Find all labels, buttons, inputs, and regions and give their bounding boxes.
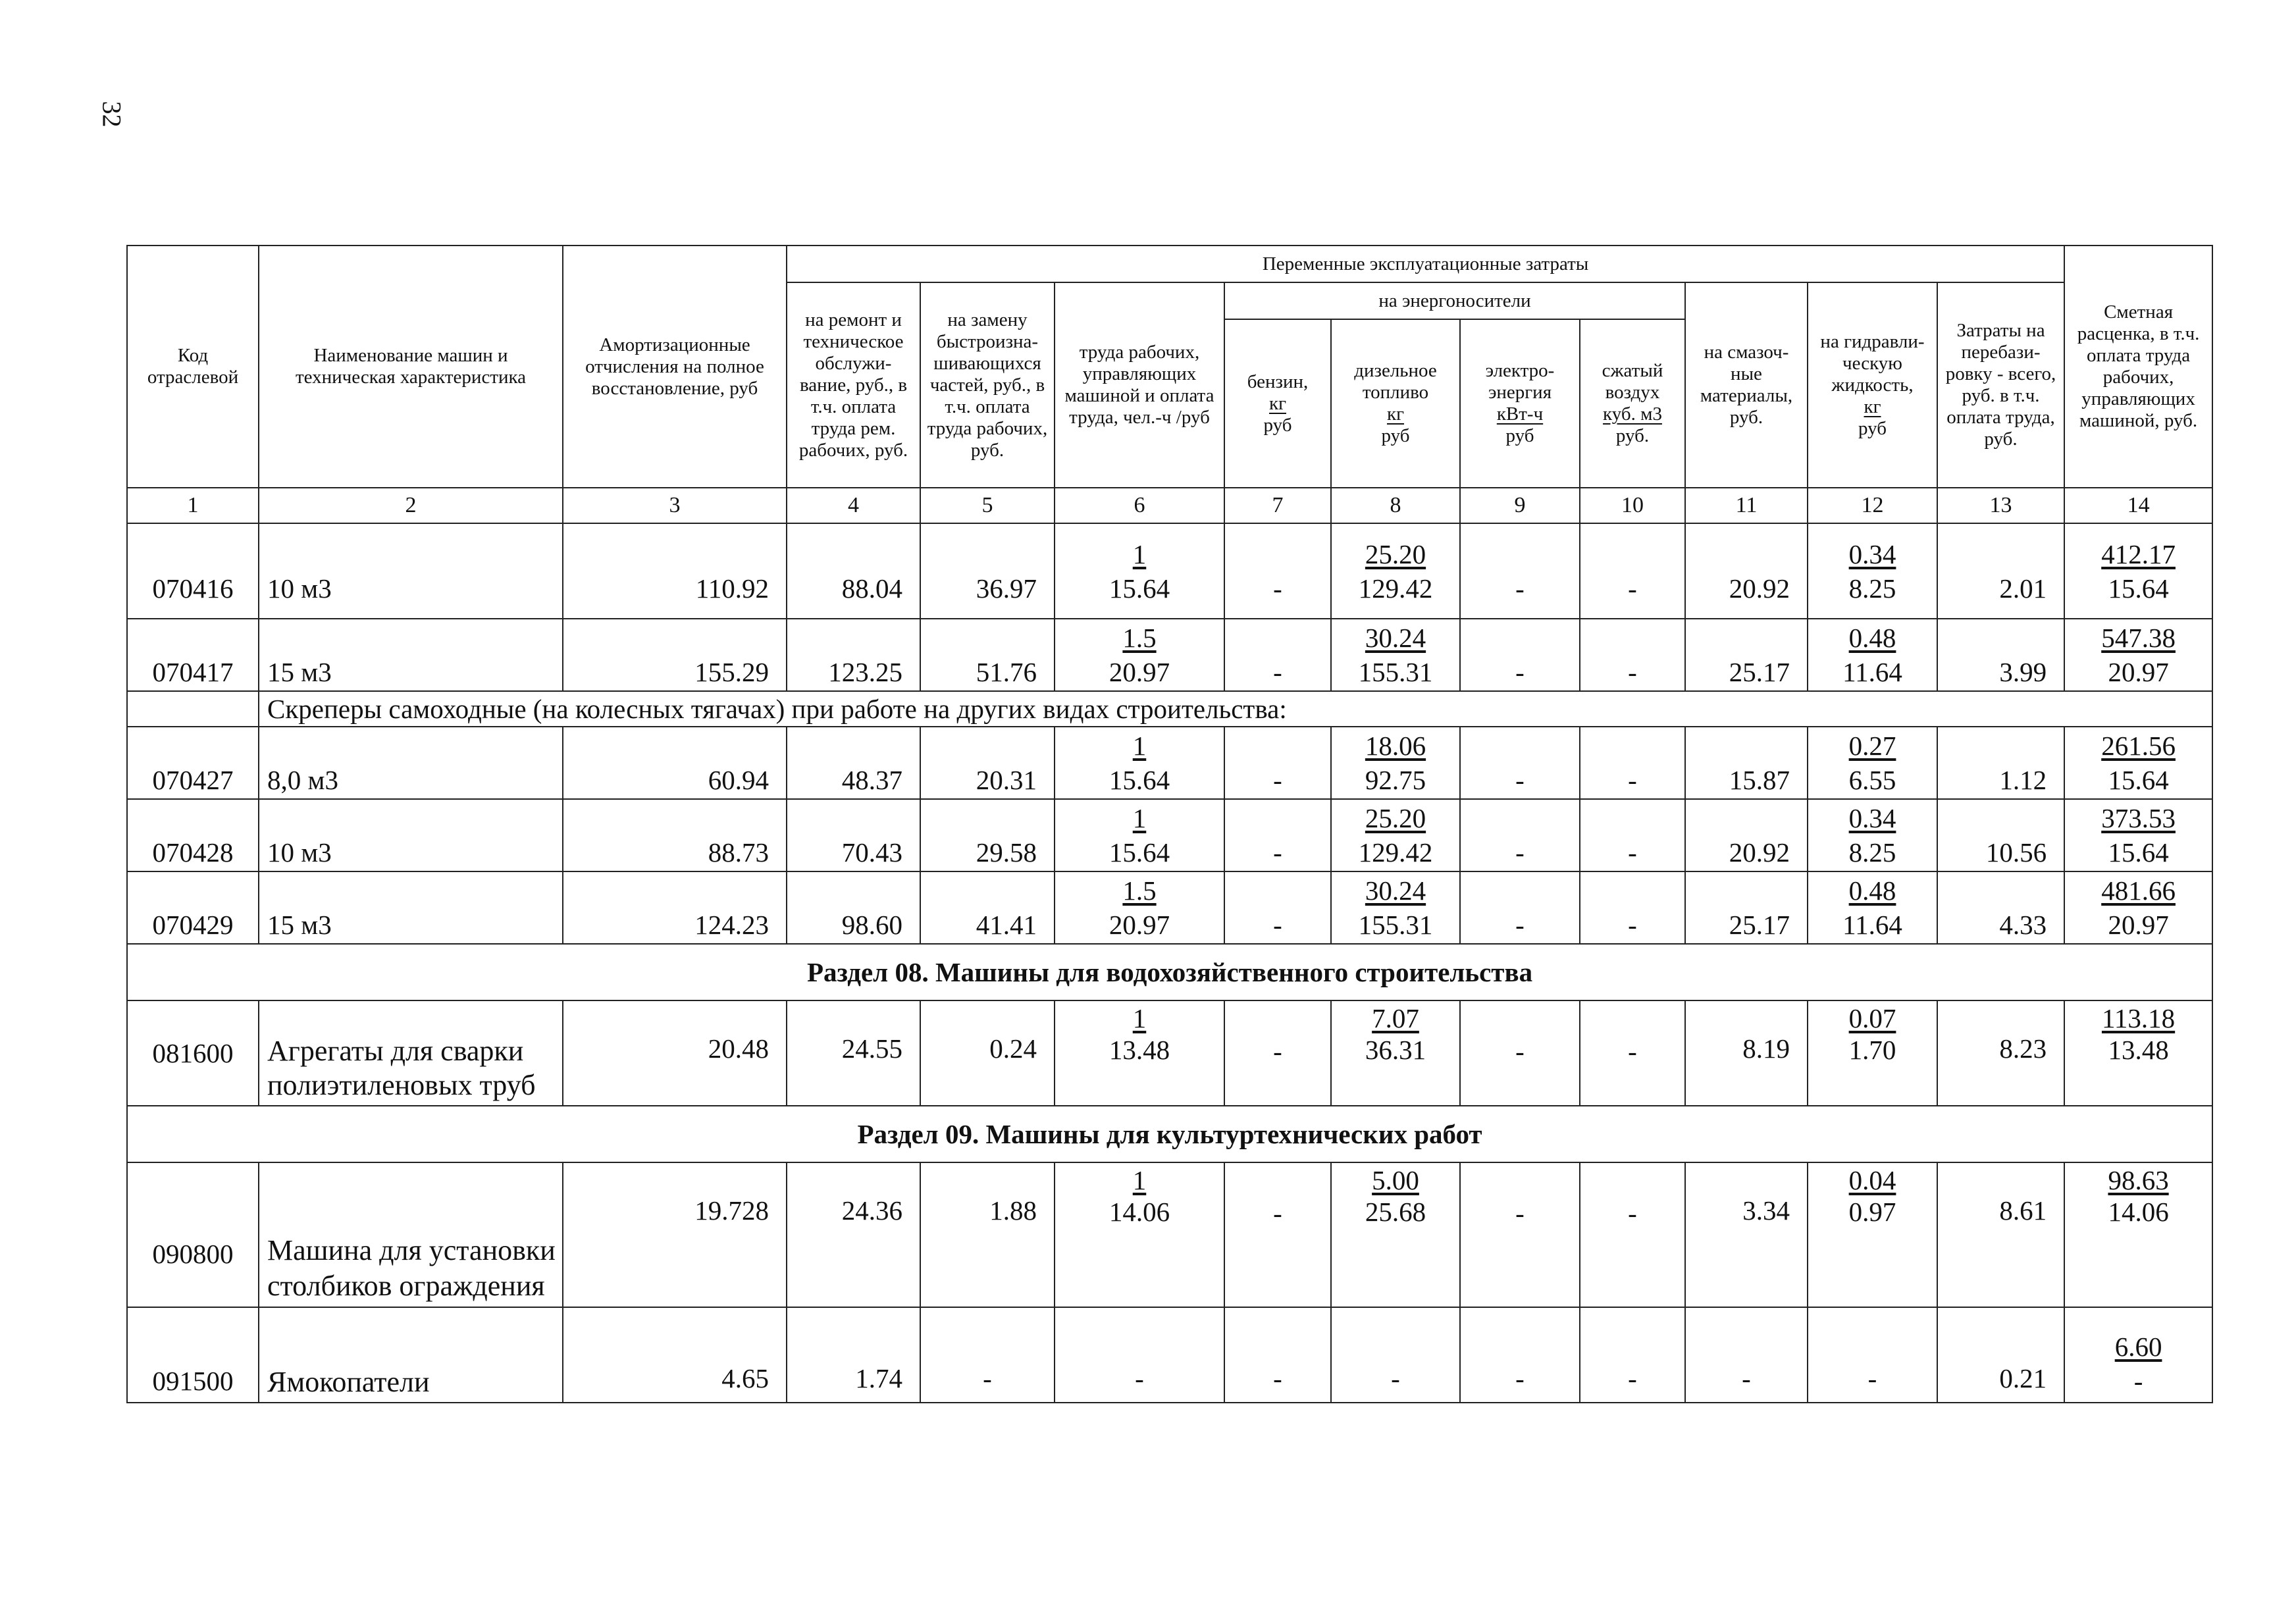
row-diesel-top: 5.00 (1372, 1165, 1419, 1195)
row-name: 15 м3 (259, 871, 563, 944)
table-row (127, 523, 2212, 619)
row-petrol: - (1224, 523, 1331, 619)
header-name: Наименование машин и техническая характеристика (259, 246, 563, 488)
row-air: - (1580, 1000, 1685, 1106)
header-rate: Сметная расценка, в т.ч. оплата труда рабочих, управляющих машиной, руб. (2064, 246, 2212, 488)
row-labor (1055, 1000, 1224, 1106)
row-rate (2064, 1000, 2212, 1106)
col-num: 14 (2064, 488, 2212, 523)
row-amort: 155.29 (563, 619, 787, 691)
col-num: 13 (1937, 488, 2064, 523)
table-row (127, 871, 2212, 944)
row-diesel-top: 30.24 (1365, 875, 1426, 906)
row-amort: 88.73 (563, 799, 787, 871)
row-diesel-top: 7.07 (1372, 1003, 1419, 1033)
row-lube: 8.19 (1685, 1000, 1808, 1106)
row-replace: 1.88 (920, 1162, 1055, 1307)
row-relocation: 10.56 (1937, 799, 2064, 871)
col-num: 10 (1580, 488, 1685, 523)
row-lube: 25.17 (1685, 871, 1808, 944)
row-diesel-top: 25.20 (1365, 538, 1426, 569)
row-hydro-value: 11.64 (1842, 657, 1902, 687)
row-petrol: - (1224, 799, 1331, 871)
header-electric (1460, 319, 1580, 488)
row-amort: 4.65 (563, 1307, 787, 1403)
row-code: 081600 (127, 1000, 259, 1106)
row-rate-value: 15.64 (2108, 765, 2169, 795)
row-name: 15 м3 (259, 619, 563, 691)
row-hydro-value: 8.25 (1848, 573, 1896, 604)
row-rate (2064, 619, 2212, 691)
row-labor-value: 14.06 (1109, 1197, 1170, 1227)
row-hydro-top: 0.27 (1848, 731, 1896, 761)
machine-cost-table (126, 245, 2213, 1403)
row-diesel (1331, 1000, 1460, 1106)
row-labor-top: 1.5 (1122, 875, 1157, 906)
row-name: 10 м3 (259, 799, 563, 871)
row-labor-top: 1 (1132, 538, 1147, 569)
header-electric-rub: руб (1505, 425, 1534, 446)
table-row (127, 799, 2212, 871)
row-relocation: 8.23 (1937, 1000, 2064, 1106)
row-repair: 98.60 (787, 871, 920, 944)
row-replace: - (920, 1307, 1055, 1403)
header-hydro-unit: кг (1864, 396, 1881, 417)
row-electric: - (1460, 871, 1580, 944)
row-labor-top: 1.5 (1122, 623, 1157, 653)
row-amort: 20.48 (563, 1000, 787, 1106)
row-labor (1055, 619, 1224, 691)
row-amort: 19.728 (563, 1162, 787, 1307)
row-hydro (1808, 871, 1937, 944)
col-num: 11 (1685, 488, 1808, 523)
row-labor (1055, 727, 1224, 799)
row-lube: 3.34 (1685, 1162, 1808, 1307)
row-rate-value: 15.64 (2108, 837, 2169, 868)
row-repair: 48.37 (787, 727, 920, 799)
row-rate (2064, 1162, 2212, 1307)
header-air (1580, 319, 1685, 488)
row-rate-top: 113.18 (2101, 1003, 2176, 1033)
row-code: 091500 (127, 1307, 259, 1403)
row-labor: - (1055, 1307, 1224, 1403)
header-diesel-rub: руб (1381, 425, 1410, 446)
row-diesel: - (1331, 1307, 1460, 1403)
row-name: Агрегаты для сварки полиэтиленовых труб (259, 1000, 563, 1106)
row-hydro-top: 0.07 (1848, 1003, 1896, 1033)
row-rate (2064, 727, 2212, 799)
row-diesel (1331, 871, 1460, 944)
row-relocation: 1.12 (1937, 727, 2064, 799)
row-petrol: - (1224, 871, 1331, 944)
row-rate-value: 13.48 (2108, 1035, 2169, 1065)
row-petrol: - (1224, 1162, 1331, 1307)
section-08-title: Раздел 08. Машины для водохозяйственного строительства (127, 944, 2212, 1000)
row-labor-value: 15.64 (1109, 837, 1170, 868)
row-labor-top: 1 (1132, 1165, 1147, 1195)
row-rate (2064, 799, 2212, 871)
row-air: - (1580, 1307, 1685, 1403)
header-amort: Амортизационные отчисления на полное восстановление, руб (563, 246, 787, 488)
subheading-row (127, 691, 2212, 727)
row-air: - (1580, 1162, 1685, 1307)
row-name: 10 м3 (259, 523, 563, 619)
row-rate-value: 15.64 (2108, 573, 2169, 604)
row-diesel (1331, 1162, 1460, 1307)
row-diesel-value: 36.31 (1365, 1035, 1426, 1065)
row-hydro-value: 1.70 (1848, 1035, 1896, 1065)
row-air: - (1580, 727, 1685, 799)
row-diesel (1331, 619, 1460, 691)
col-num: 4 (787, 488, 920, 523)
row-rate-value: 14.06 (2108, 1197, 2169, 1227)
header-electric-label: электро- энергия (1485, 360, 1555, 403)
row-code: 070416 (127, 523, 259, 619)
row-electric: - (1460, 619, 1580, 691)
row-rate-top: 373.53 (2101, 803, 2176, 833)
row-labor-top: 1 (1132, 803, 1147, 833)
row-code: 070428 (127, 799, 259, 871)
row-air: - (1580, 871, 1685, 944)
row-labor-value: 13.48 (1109, 1035, 1170, 1065)
row-hydro (1808, 727, 1937, 799)
header-air-label: сжатый воздух (1602, 360, 1663, 403)
row-hydro-top: 0.34 (1848, 803, 1896, 833)
row-lube: 20.92 (1685, 799, 1808, 871)
table-row (127, 1162, 2212, 1307)
row-hydro (1808, 1162, 1937, 1307)
row-name: Машина для установки столбиков ограждения (259, 1162, 563, 1307)
header-air-rub: руб. (1615, 425, 1650, 446)
row-amort: 60.94 (563, 727, 787, 799)
row-replace: 51.76 (920, 619, 1055, 691)
col-num: 9 (1460, 488, 1580, 523)
row-code: 070429 (127, 871, 259, 944)
row-rate (2064, 871, 2212, 944)
row-petrol: - (1224, 619, 1331, 691)
row-lube: 25.17 (1685, 619, 1808, 691)
row-rate-top: 261.56 (2101, 731, 2176, 761)
row-relocation: 4.33 (1937, 871, 2064, 944)
row-electric: - (1460, 523, 1580, 619)
row-electric: - (1460, 1162, 1580, 1307)
row-diesel-value: 129.42 (1358, 573, 1433, 604)
page-number: 32 (97, 101, 127, 128)
row-petrol: - (1224, 1000, 1331, 1106)
row-hydro (1808, 1000, 1937, 1106)
row-repair: 24.55 (787, 1000, 920, 1106)
row-name: 8,0 м3 (259, 727, 563, 799)
row-hydro-top: 0.48 (1848, 875, 1896, 906)
header-petrol-unit: кг (1269, 392, 1286, 414)
row-labor-value: 15.64 (1109, 573, 1170, 604)
header-air-unit: куб. м3 (1603, 403, 1662, 425)
row-rate-value: 20.97 (2108, 657, 2169, 687)
row-diesel (1331, 523, 1460, 619)
row-labor-top: 1 (1132, 731, 1147, 761)
row-diesel-value: 129.42 (1358, 837, 1433, 868)
row-hydro (1808, 619, 1937, 691)
row-repair: 123.25 (787, 619, 920, 691)
row-hydro-value: 11.64 (1842, 910, 1902, 940)
row-labor-value: 20.97 (1109, 657, 1170, 687)
row-code: 070417 (127, 619, 259, 691)
table-row (127, 619, 2212, 691)
row-lube: 15.87 (1685, 727, 1808, 799)
row-petrol: - (1224, 1307, 1331, 1403)
row-replace: 41.41 (920, 871, 1055, 944)
row-relocation: 0.21 (1937, 1307, 2064, 1403)
row-diesel (1331, 799, 1460, 871)
row-name: Ямокопатели (259, 1307, 563, 1403)
row-labor-value: 15.64 (1109, 765, 1170, 795)
row-relocation: 3.99 (1937, 619, 2064, 691)
row-rate-top: 547.38 (2101, 623, 2176, 653)
row-repair: 1.74 (787, 1307, 920, 1403)
header-electric-unit: кВт-ч (1496, 403, 1544, 425)
section-09-title: Раздел 09. Машины для культуртехнических работ (127, 1106, 2212, 1162)
col-num: 5 (920, 488, 1055, 523)
col-num: 6 (1055, 488, 1224, 523)
row-diesel-top: 25.20 (1365, 803, 1426, 833)
row-hydro-top: 0.48 (1848, 623, 1896, 653)
row-air: - (1580, 619, 1685, 691)
row-lube: - (1685, 1307, 1808, 1403)
header-labor: труда рабочих, управляющих машиной и оплата труда, чел.-ч /руб (1055, 282, 1224, 488)
row-replace: 0.24 (920, 1000, 1055, 1106)
row-labor (1055, 523, 1224, 619)
row-hydro-value: 8.25 (1848, 837, 1896, 868)
row-rate (2064, 523, 2212, 619)
row-hydro: - (1808, 1307, 1937, 1403)
row-rate-top: 6.60 (2114, 1332, 2162, 1362)
row-diesel-value: 155.31 (1358, 657, 1433, 687)
subheading: Скреперы самоходные (на колесных тягачах) при работе на других видах строительства: (259, 691, 2212, 727)
row-rate-top: 412.17 (2101, 538, 2176, 569)
col-num: 3 (563, 488, 787, 523)
row-diesel (1331, 727, 1460, 799)
header-lube: на смазоч- ные материалы, руб. (1685, 282, 1808, 488)
row-diesel-value: 25.68 (1365, 1197, 1426, 1227)
row-hydro-top: 0.34 (1848, 538, 1896, 569)
row-hydro (1808, 799, 1937, 871)
header-energy: на энергоносители (1224, 282, 1685, 319)
col-num: 2 (259, 488, 563, 523)
col-num: 1 (127, 488, 259, 523)
section-row (127, 944, 2212, 1000)
row-code: 090800 (127, 1162, 259, 1307)
header-petrol-label: бензин, (1247, 371, 1309, 392)
row-hydro-value: 0.97 (1848, 1197, 1896, 1227)
row-amort: 110.92 (563, 523, 787, 619)
row-replace: 20.31 (920, 727, 1055, 799)
row-diesel-top: 30.24 (1365, 623, 1426, 653)
row-repair: 24.36 (787, 1162, 920, 1307)
row-rate-value: - (2133, 1366, 2143, 1396)
row-electric: - (1460, 1307, 1580, 1403)
header-replace: на замену быстроизна- шивающихся частей, руб., в т.ч. оплата труда рабочих, руб. (920, 282, 1055, 488)
row-code: 070427 (127, 727, 259, 799)
row-amort: 124.23 (563, 871, 787, 944)
row-hydro-top: 0.04 (1848, 1165, 1896, 1195)
row-electric: - (1460, 727, 1580, 799)
row-diesel-value: 155.31 (1358, 910, 1433, 940)
row-lube: 20.92 (1685, 523, 1808, 619)
row-electric: - (1460, 1000, 1580, 1106)
header-diesel (1331, 319, 1460, 488)
row-labor (1055, 871, 1224, 944)
col-num: 7 (1224, 488, 1331, 523)
row-electric: - (1460, 799, 1580, 871)
row-relocation: 2.01 (1937, 523, 2064, 619)
row-labor-top: 1 (1132, 1003, 1147, 1033)
row-repair: 88.04 (787, 523, 920, 619)
row-hydro-value: 6.55 (1848, 765, 1896, 795)
row-diesel-top: 18.06 (1365, 731, 1426, 761)
subheading-code-cell (127, 691, 259, 727)
section-row (127, 1106, 2212, 1162)
row-rate-top: 98.63 (2108, 1165, 2169, 1195)
row-labor (1055, 1162, 1224, 1307)
table-row (127, 1000, 2212, 1106)
header-variable: Переменные эксплуатационные затраты (787, 246, 2064, 282)
row-labor-value: 20.97 (1109, 910, 1170, 940)
table-row (127, 1307, 2212, 1403)
header-code: Код отраслевой (127, 246, 259, 488)
header-diesel-unit: кг (1387, 403, 1404, 425)
header-relocation: Затраты на перебази- ровку - всего, руб. в т.ч. оплата труда, руб. (1937, 282, 2064, 488)
table-row (127, 727, 2212, 799)
row-rate-top: 481.66 (2101, 875, 2176, 906)
row-replace: 36.97 (920, 523, 1055, 619)
header-diesel-label: дизельное топливо (1354, 360, 1437, 403)
header-repair: на ремонт и техническое обслужи- вание, руб., в т.ч. оплата труда рем. рабочих, руб. (787, 282, 920, 488)
row-hydro (1808, 523, 1937, 619)
row-air: - (1580, 523, 1685, 619)
row-rate-value: 20.97 (2108, 910, 2169, 940)
header-petrol-rub: руб (1263, 414, 1292, 436)
row-petrol: - (1224, 727, 1331, 799)
header-hydro-rub: руб (1858, 417, 1887, 439)
row-rate (2064, 1307, 2212, 1403)
row-repair: 70.43 (787, 799, 920, 871)
header-hydro (1808, 282, 1937, 488)
row-labor (1055, 799, 1224, 871)
col-num: 12 (1808, 488, 1937, 523)
column-number-row (127, 488, 2212, 523)
header-petrol (1224, 319, 1331, 488)
row-air: - (1580, 799, 1685, 871)
row-diesel-value: 92.75 (1365, 765, 1426, 795)
row-relocation: 8.61 (1937, 1162, 2064, 1307)
col-num: 8 (1331, 488, 1460, 523)
header-hydro-label: на гидравли- ческую жидкость, (1820, 330, 1925, 396)
row-replace: 29.58 (920, 799, 1055, 871)
